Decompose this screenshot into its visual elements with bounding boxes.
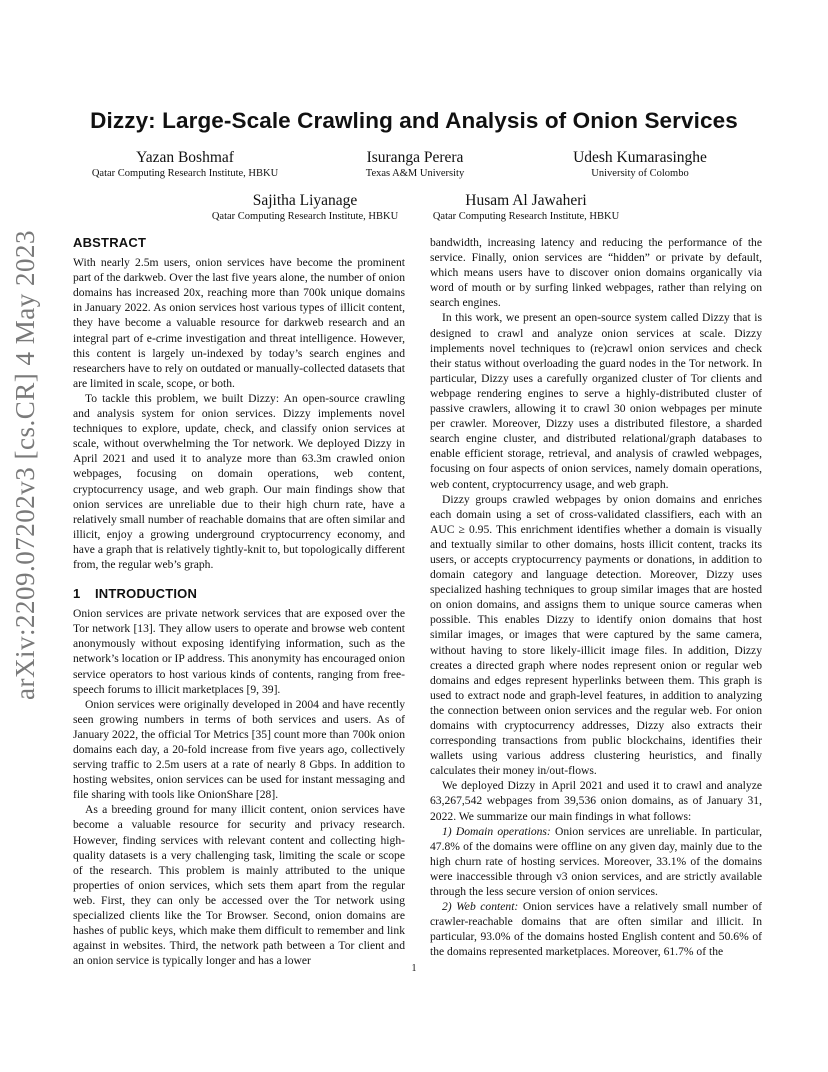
author-name: Udesh Kumarasinghe bbox=[573, 149, 707, 166]
abstract-paragraph: To tackle this problem, we built Dizzy: An open-source crawling and analysis system for onion services. Dizzy implements novel techniques to explore, update, check, and classify onion services at scale, without overwhelming the Tor network. We deployed Dizzy in April 2021 and used it to analyze more than 63.3m crawled onion webpages, focusing on domain operations, web content, cryptocurrency usage, and web graph. Our main findings show that onion services are unreliable due to their high churn rate, have a relatively small number of reachable domains that are often similar and illicit, enjoy a growing underground cryptocurrency economy, and have a graph that is relatively tightly-knit to, but topologically different from, the regular web’s graph. bbox=[73, 391, 405, 571]
abstract-heading: ABSTRACT bbox=[73, 235, 147, 250]
author-affiliation: Texas A&M University bbox=[365, 168, 465, 179]
body-paragraph: As a breeding ground for many illicit content, onion services have become a valuable resource for security and privacy research. However, finding services with relevant content and collecting high-quality datasets is a very challenging task, limiting the scale or scope of the research. This problem is mainly attributed to the unique properties of onion services, which sets them apart from the regular web. First, they can only be accessed over the Tor network using specialized clients like the Tor Browser. Second, onion domains are hashes of public keys, which make them difficult to remember and link against in websites. Third, the network path between a Tor client and an onion service is typically longer and has a lower bbox=[73, 803, 405, 968]
finding-label: 2) Web content: bbox=[442, 900, 519, 914]
body-paragraph: Onion services are private network services that are exposed over the Tor network [13]. They allow users to operate and browse web content anonymously without exposing identifying information, such as the network’s location or IP address. This anonymity has encouraged onion service operators to host various kinds of contents, ranging from free-speech forums to illicit marketplaces [9, 39]. bbox=[73, 607, 405, 696]
author-block bbox=[535, 148, 745, 180]
arxiv-identifier: arXiv:2209.07202v3 [cs.CR] 4 May 2023 bbox=[10, 230, 40, 700]
abstract-paragraph: With nearly 2.5m users, onion services have become the prominent part of the darkweb. Over the last five years alone, the number of onion domains has increased 20x, reaching more than 700k unique domains in January 2022. As onion services host various types of illicit content, they have become a valuable resource for darkweb research and an integral part of e-crime investigation and threat intelligence. However, this content is largely un-indexed by today’s search engines and researchers have to rely on outdated or manually-collected datasets that are limited in scale, scope, or both. bbox=[73, 256, 405, 390]
paper-title: Dizzy: Large-Scale Crawling and Analysis of Onion Services bbox=[90, 108, 738, 133]
body-paragraph: bandwidth, increasing latency and reducing the performance of the service. Finally, onion services are “hidden” or private by default, which means users have to discover onion domains organically via word of mouth or by surfing linked webpages, rather than relying on search engines. bbox=[430, 236, 762, 310]
section-heading-introduction bbox=[73, 586, 405, 601]
finding-paragraph bbox=[430, 899, 762, 959]
author-affiliation: Qatar Computing Research Institute, HBKU bbox=[432, 211, 620, 222]
finding-text: Onion services have a relatively small number of crawler-reachable domains that are often similar and illicit. In particular, 93.0% of the domains hosted English content and 50.6% of the domains represented marketplaces. Moreover, 61.7% of the bbox=[430, 900, 762, 959]
author-name: Isuranga Perera bbox=[366, 149, 464, 166]
body-paragraph: Dizzy groups crawled webpages by onion domains and enriches each domain using a set of cross-validated classifiers, each with an AUC ≥ 0.95. This enrichment identifies whether a domain is visually and textually similar to other domains, hosts illicit content, tracks its users, or accepts cryptocurrency payments or donations, in addition to domain category and language detection. Moreover, Dizzy uses specialized hashing techniques to group similar images that are hosted on onion domains, and assigns them to unique source cameras when possible. This enables Dizzy to identify onion domains that host similar images, or images that were captured by the same camera, without having to store likely-illicit image files. In addition, Dizzy creates a directed graph where nodes represent onion or regular web domains and edges represent hyperlinks between them. This graph is used to extract node and graph-level features, in addition to analyzing the connection between onion services and the regular web. For onion domains with cryptocurrency addresses, Dizzy also extracts their corresponding transactions from public blockchains, identifies their wallets using various address clustering heuristics, and finally calculates their money in/out-flows. bbox=[430, 492, 762, 778]
finding-paragraph bbox=[430, 824, 762, 899]
right-column bbox=[430, 235, 762, 960]
left-column bbox=[73, 235, 405, 968]
page-number: 1 bbox=[411, 963, 417, 974]
author-block bbox=[421, 191, 631, 223]
author-name: Yazan Boshmaf bbox=[136, 149, 234, 166]
finding-label: 1) Domain operations: bbox=[442, 824, 551, 838]
finding-text: Onion services are unreliable. In particular, 47.8% of the domains were offline on any given day, mainly due to the high churn rate of hosting services. Moreover, 33.1% of the domains were inaccessible through v3 onion services, and are strictly available through the less secure version of onion services. bbox=[430, 824, 762, 899]
section-number: 1 bbox=[73, 586, 81, 602]
section-title: INTRODUCTION bbox=[95, 586, 198, 602]
body-paragraph: Onion services were originally developed in 2004 and have recently seen growing numbers in terms of both services and users. As of January 2022, the official Tor Metrics [35] count more than 700k onion domains each day, a 20-fold increase from five years ago, collectively serving traffic to 2.5m users at a rate of nearly 8 Gbps. In addition to hosting websites, onion services can be used for instant messaging and file sharing with tools like OnionShare [28]. bbox=[73, 697, 405, 802]
author-name: Husam Al Jawaheri bbox=[465, 192, 587, 209]
author-affiliation: Qatar Computing Research Institute, HBKU bbox=[91, 168, 279, 179]
author-block bbox=[330, 148, 500, 180]
author-name: Sajitha Liyanage bbox=[252, 192, 358, 209]
body-paragraph: We deployed Dizzy in April 2021 and used it to crawl and analyze 63,267,542 webpages from 39,536 onion domains, as of January 31, 2022. We summarize our main findings in what follows: bbox=[430, 779, 762, 823]
author-affiliation: University of Colombo bbox=[591, 168, 689, 179]
author-block bbox=[80, 148, 290, 180]
body-paragraph: In this work, we present an open-source system called Dizzy that is designed to crawl and analyze onion services at scale. Dizzy implements novel techniques to (re)crawl onion services and check their status without overloading the guard nodes in the Tor network. In particular, Dizzy uses a carefully organized cluster of Tor clients and webpage rendering engines to serve a highly-distributed cluster of passive crawlers, allowing it to crawl 30 onion webpages per minute per crawler. Moreover, Dizzy uses a distributed filestore, a sharded search engine cluster, and distributed relational/graph databases to enable efficient storage, retrieval, and analysis of crawled webpages, focusing on four aspects of onion services, namely domain operations, web content, cryptocurrency usage, and web graph. bbox=[430, 311, 762, 491]
author-block bbox=[200, 191, 410, 223]
author-affiliation: Qatar Computing Research Institute, HBKU bbox=[211, 211, 399, 222]
